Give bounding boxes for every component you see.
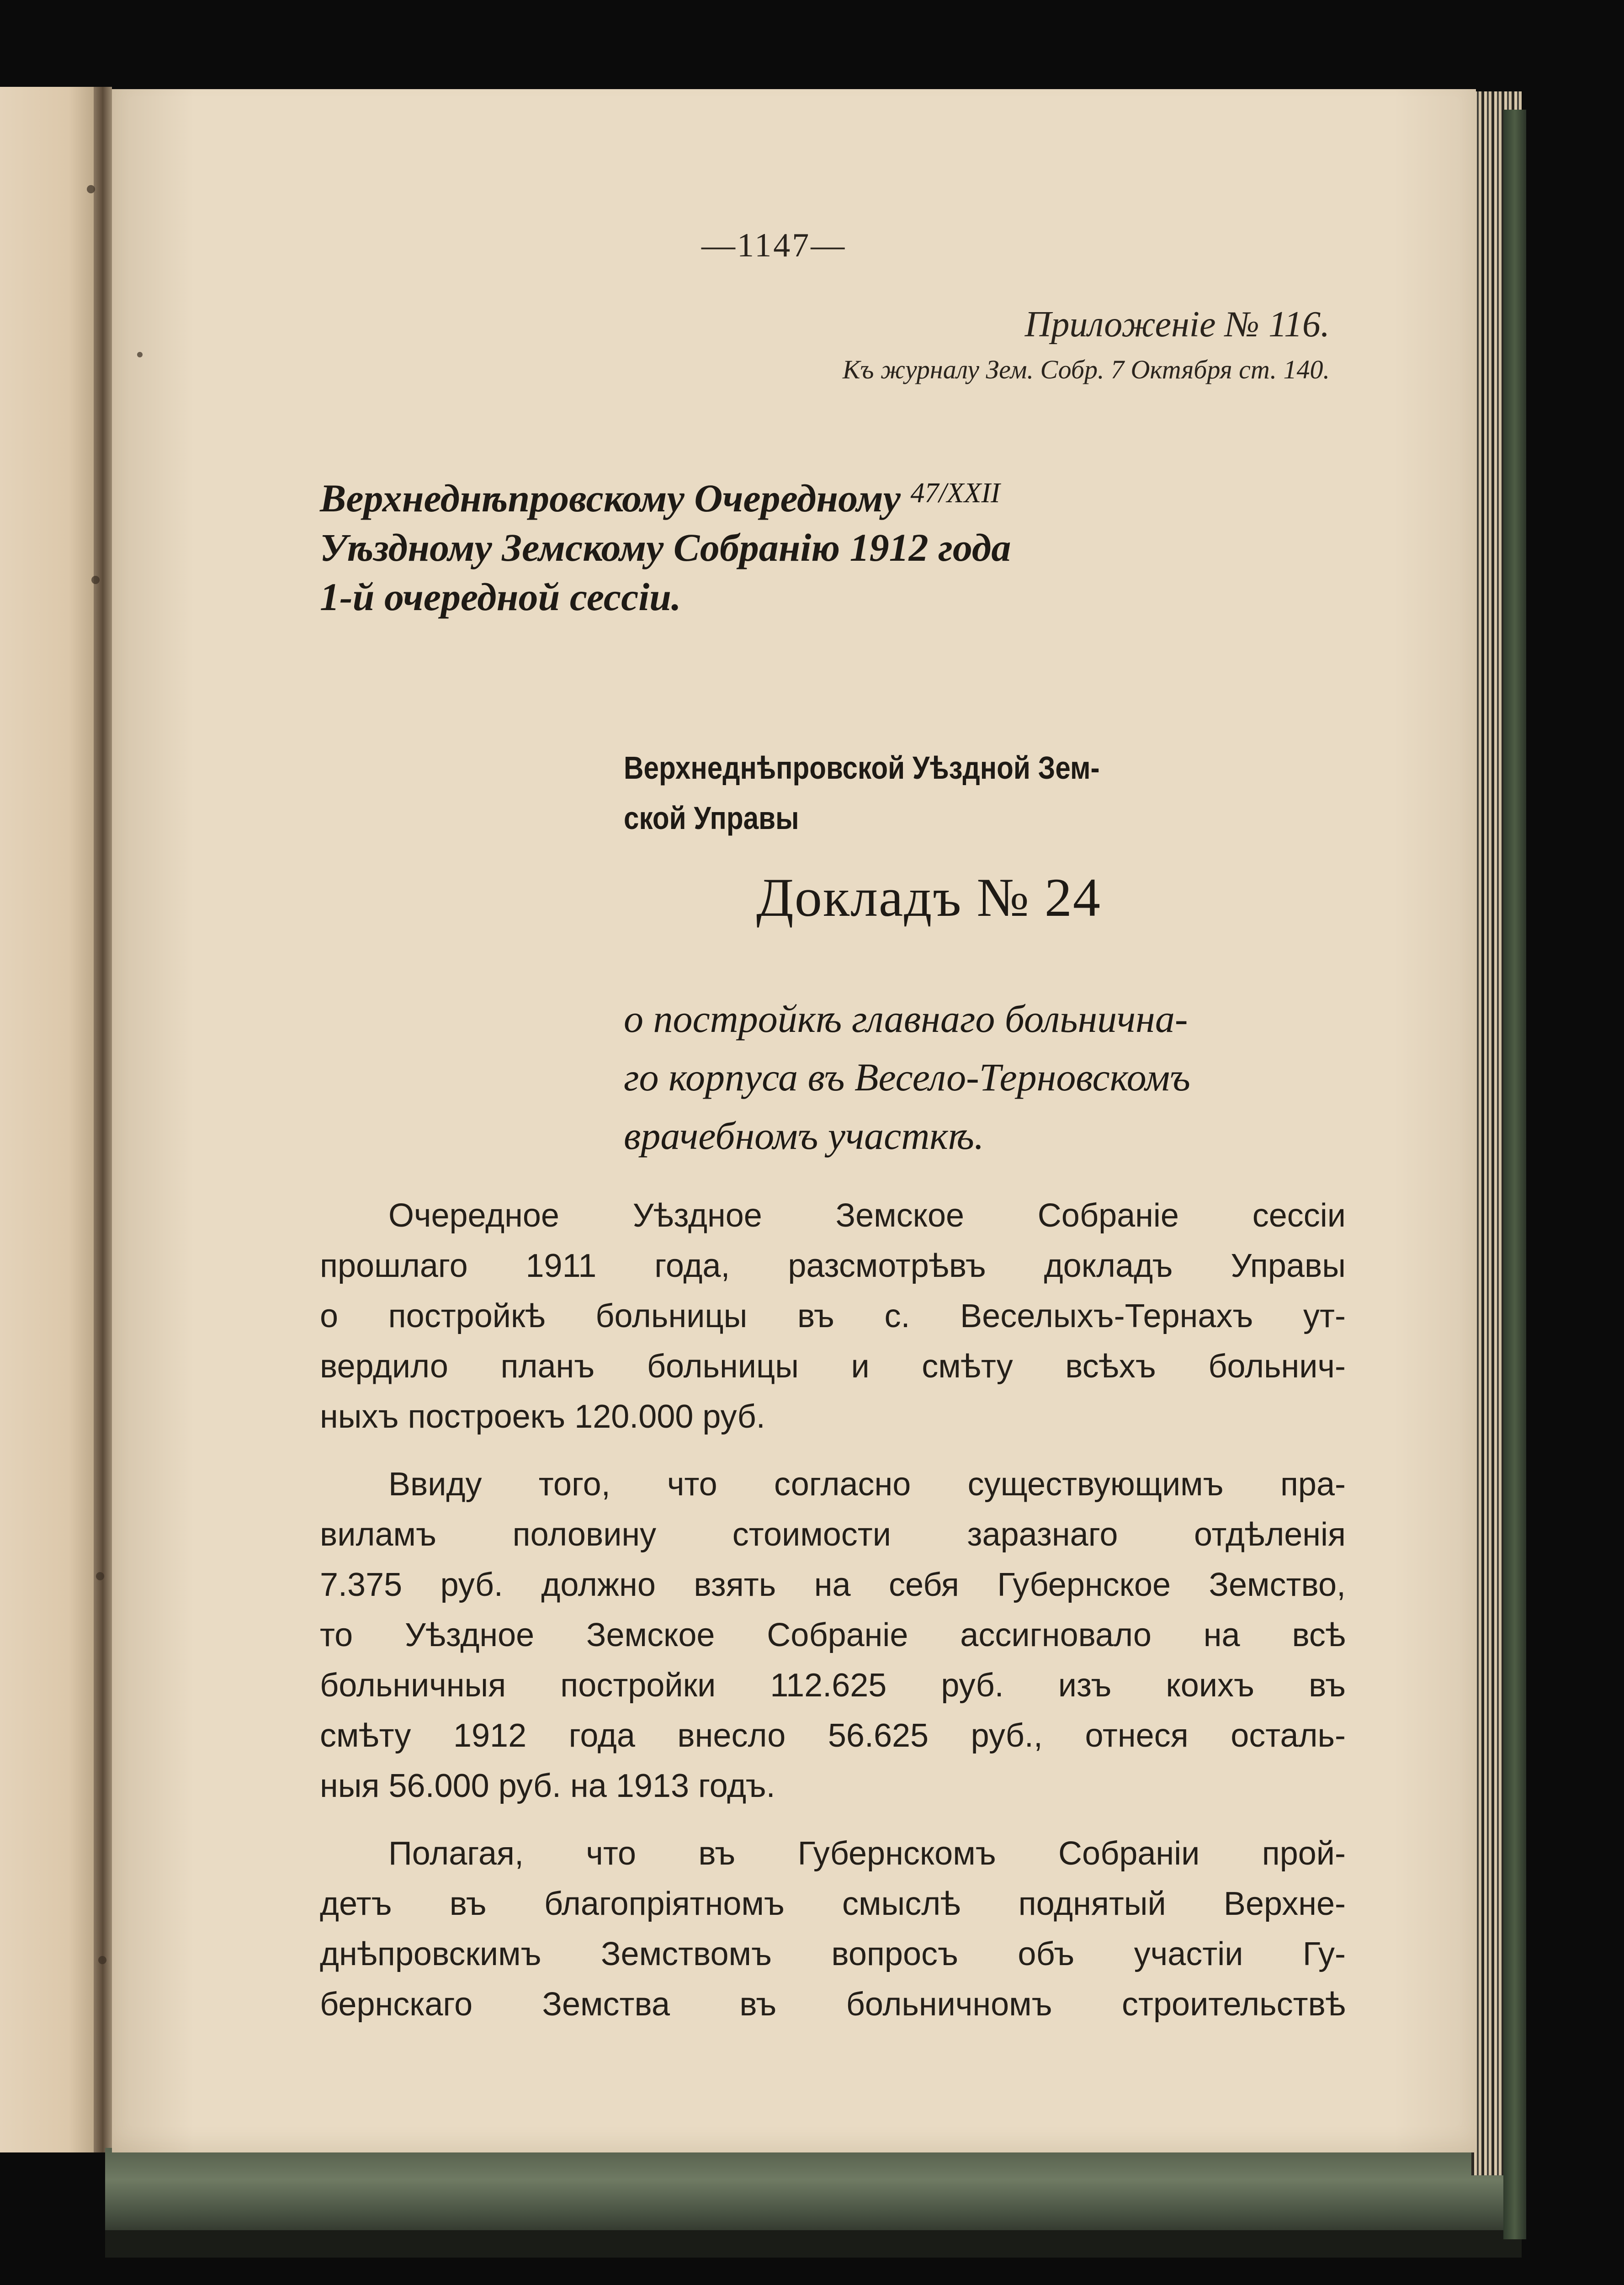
paper-speck xyxy=(137,352,143,357)
paragraph xyxy=(320,1828,1346,2030)
report-subject-line: го корпуса въ Весело-Терновскомъ xyxy=(624,1055,1190,1099)
text-line: ныя 56.000 руб. на 1913 годъ. xyxy=(320,1768,775,1804)
appendix-label: Приложенiе № 116. xyxy=(1024,304,1330,345)
board-line: Верхнеднѣпровской Уѣздной Зем- xyxy=(624,750,1100,786)
previous-page-edge xyxy=(0,87,98,2152)
body-text xyxy=(320,1190,1346,2047)
report-title: Докладъ № 24 xyxy=(756,867,1101,928)
text-line: больничныя постройки 112.625 руб. изъ коихъ въ xyxy=(320,1667,1346,1704)
page-number: —1147— xyxy=(701,227,847,264)
book-gutter xyxy=(94,87,112,2152)
text-line: Полагая, что въ Губернскомъ Собранiи прой- xyxy=(388,1835,1346,1872)
text-line: 7.375 руб. должно взять на себя Губернское Земство, xyxy=(320,1567,1346,1603)
board-line: ской Управы xyxy=(624,800,799,836)
text-line: днѣпровскимъ Земствомъ вопросъ объ участiи Гу- xyxy=(320,1936,1346,1972)
cover-shadow xyxy=(105,2230,1522,2258)
paper-speck xyxy=(98,1956,106,1964)
paragraph xyxy=(320,1459,1346,1811)
addressee-line xyxy=(320,468,1346,523)
cover-spine-edge xyxy=(1503,110,1526,2239)
addressee-heading xyxy=(320,468,1346,622)
paper-speck xyxy=(96,1572,104,1580)
text-line: Очередное Уѣздное Земское Собранiе сессiи xyxy=(388,1197,1346,1234)
handwritten-annotation: 47/XXII xyxy=(910,478,1000,509)
text-line: прошлаго 1911 года, разсмотрѣвъ докладъ Управы xyxy=(320,1248,1346,1284)
paper-speck xyxy=(91,576,100,584)
addressee-line: 1-й очередной сессiи. xyxy=(320,575,681,619)
text-line: Ввиду того, что согласно существующимъ пра- xyxy=(388,1466,1346,1503)
text-line: смѣту 1912 года внесло 56.625 руб., отнеся осталь- xyxy=(320,1717,1346,1754)
book-cover-edge xyxy=(105,2148,1522,2239)
text-line: детъ въ благопрiятномъ смыслѣ поднятый Верхне- xyxy=(320,1886,1346,1922)
paper-speck xyxy=(87,185,95,193)
text-line: о постройкѣ больницы въ с. Веселыхъ-Тернахъ ут- xyxy=(320,1298,1346,1334)
addressee-line: Уѣздному Земскому Собранiю 1912 года xyxy=(320,526,1011,569)
report-subject-line: о постройкѣ главнаго больнична- xyxy=(624,997,1188,1041)
addressee-text: Верхнеднѣпровскому Очередному xyxy=(320,476,901,520)
document-page xyxy=(112,89,1476,2152)
board-heading xyxy=(624,743,1245,843)
paragraph xyxy=(320,1190,1346,1442)
text-line: бернскаго Земства въ больничномъ строительствѣ xyxy=(320,1986,1346,2023)
text-line: ныхъ построекъ 120.000 руб. xyxy=(320,1398,765,1435)
journal-reference: Къ журналу Зем. Собр. 7 Октября ст. 140. xyxy=(842,355,1330,384)
text-line: виламъ половину стоимости заразнаго отдѣленiя xyxy=(320,1516,1346,1553)
report-subject xyxy=(624,989,1355,1165)
report-subject-line: врачебномъ участкѣ. xyxy=(624,1114,984,1158)
text-line: то Уѣздное Земское Собранiе ассигновало на всѣ xyxy=(320,1617,1346,1653)
text-line: вердило планъ больницы и смѣту всѣхъ больнич- xyxy=(320,1348,1346,1385)
